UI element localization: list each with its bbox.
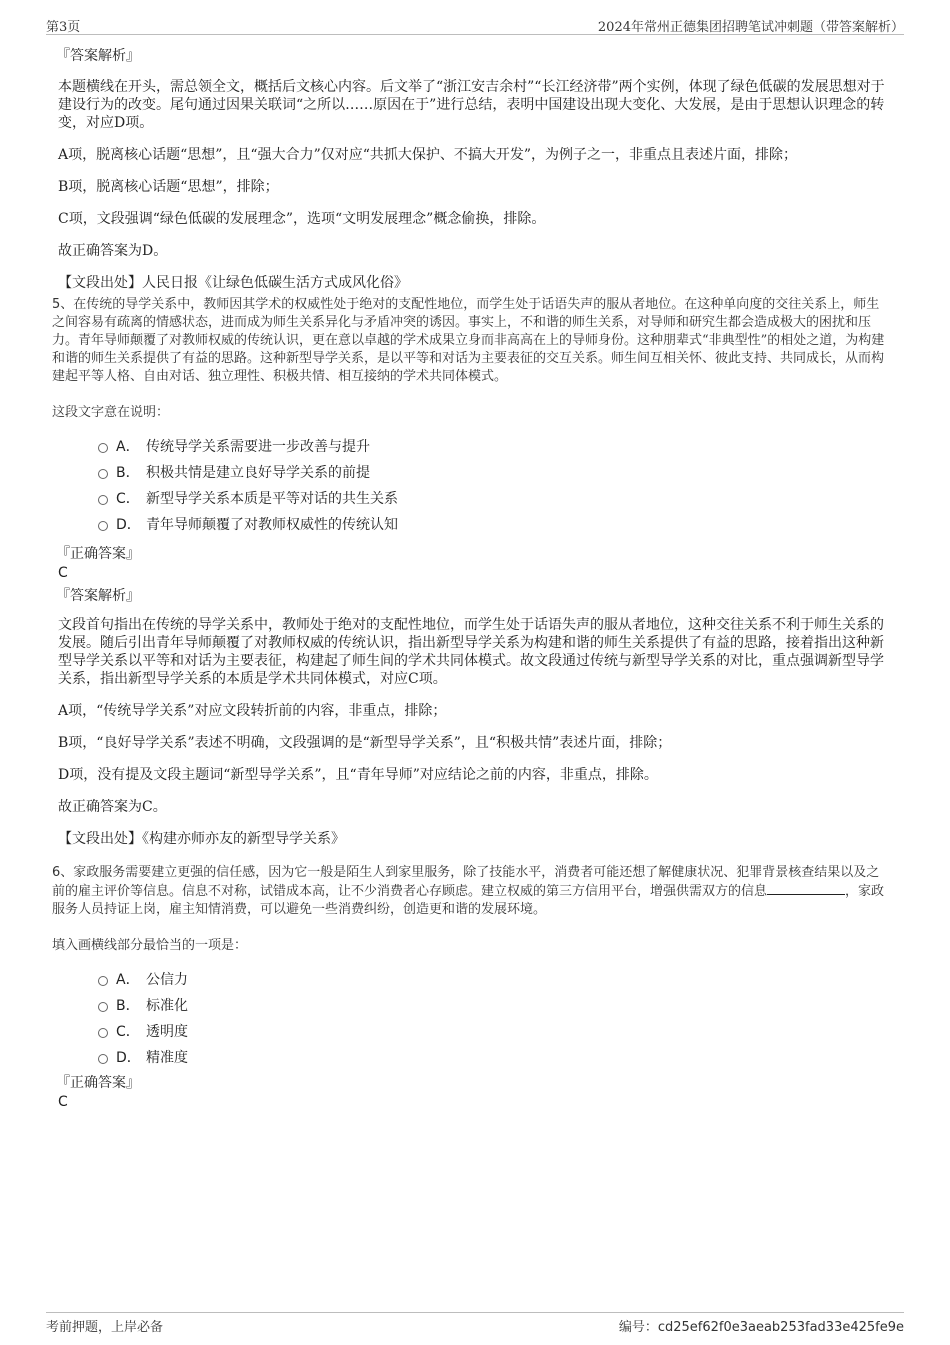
correct-answer: C [58, 1094, 68, 1110]
analysis-conclusion: 故正确答案为C。 [58, 799, 167, 815]
page-number: 第3页 [46, 20, 81, 35]
option-d[interactable]: D． 青年导师颠覆了对教师权威性的传统认知 [96, 512, 890, 538]
option-c[interactable]: C． 透明度 [96, 1019, 890, 1045]
analysis-paragraph: 本题横线在开头，需总领全文，概括后文核心内容。后文举了“浙江安吉余村”“长江经济带”两个实例，体现了绿色低碳的发展思想对于建设行为的改变。尾句通过因果关联词“之所以……原因在于”进行总结，表明中国建设出现大变化、大发展，是由于思想认识理念的转变，对应D项。 [58, 79, 885, 131]
question-5-options [96, 434, 890, 538]
question-5-stem: 5、在传统的导学关系中，教师因其学术的权威性处于绝对的支配性地位，而学生处于话语失声的服从者地位。在这种单向度的交往关系上，师生之间容易有疏离的情感状态，进而成为师生关系异化与矛盾冲突的诱因。事实上，不和谐的师生关系，对导师和研究生都会造成极大的困扰和压力。青年导师颠覆了对教师权威的传统认识，更在意以卓越的学术成果立身而非高高在上的导师身份。这种朋辈式“非典型性”的相处之道，为构建和谐的师生关系提供了有益的思路。这种新型导学关系，是以平等和对话为主要表征的交互关系。师生间互相关怀、彼此支持、共同成长，从而构建起平等人格、自由对话、独立理性、积极共情、相互接纳的学术共同体模式。 [52, 297, 885, 384]
page-footer [46, 1312, 904, 1335]
correct-answer: C [58, 565, 68, 581]
correct-answer-label: 『正确答案』 [56, 1075, 140, 1091]
radio-icon[interactable] [98, 976, 108, 986]
analysis-label: 『答案解析』 [56, 588, 140, 604]
radio-icon[interactable] [98, 1054, 108, 1064]
question-5-prompt: 这段文字意在说明： [52, 405, 170, 420]
radio-icon[interactable] [98, 1028, 108, 1038]
analysis-option-a: A项，脱离核心话题“思想”，且“强大合力”仅对应“共抓大保护、不搞大开发”，为例子之一，非重点且表述片面，排除； [58, 147, 798, 163]
footer-slogan: 考前押题，上岸必备 [46, 1320, 164, 1335]
analysis-option-d: D项，没有提及文段主题词“新型导学关系”，且“青年导师”对应结论之前的内容，非重点，排除。 [58, 767, 658, 783]
option-d[interactable]: D． 精准度 [96, 1045, 890, 1071]
radio-icon[interactable] [98, 443, 108, 453]
analysis-option-b: B项，“良好导学关系”表述不明确，文段强调的是“新型导学关系”，且“积极共情”表述片面，排除； [58, 735, 672, 751]
radio-icon[interactable] [98, 495, 108, 505]
analysis-paragraph: 文段首句指出在传统的导学关系中，教师处于绝对的支配性地位，而学生处于话语失声的服从者地位，这种交往关系不利于师生关系的发展。随后引出青年导师颠覆了对教师权威的传统认识，指出新型导学关系为构建和谐的师生关系提供了有益的思路，接着指出这种新型导学关系以平等和对话为主要表征，构建起了师生间的学术共同体模式。故文段通过传统与新型导学关系的对比，重点强调新型导学关系，指出新型导学关系的本质是学术共同体模式，对应C项。 [58, 617, 884, 687]
radio-icon[interactable] [98, 1002, 108, 1012]
question-5-number: 5、 [52, 297, 74, 312]
document-title: 2024年常州正德集团招聘笔试冲刺题（带答案解析） [597, 20, 904, 35]
option-b[interactable]: B． 积极共情是建立良好导学关系的前提 [96, 460, 890, 486]
correct-answer-label: 『正确答案』 [56, 546, 140, 562]
option-a[interactable]: A． 传统导学关系需要进一步改善与提升 [96, 434, 890, 460]
radio-icon[interactable] [98, 469, 108, 479]
radio-icon[interactable] [98, 521, 108, 531]
analysis-option-c: C项，文段强调“绿色低碳的发展理念”，选项“文明发展理念”概念偷换，排除。 [58, 211, 546, 227]
fill-blank [767, 882, 845, 895]
analysis-conclusion: 故正确答案为D。 [58, 243, 168, 259]
document-code: 编号：cd25ef62f0e3aeab253fad33e425fe9e [618, 1320, 904, 1335]
option-b[interactable]: B． 标准化 [96, 993, 890, 1019]
document-body [52, 46, 890, 1115]
analysis-label: 『答案解析』 [56, 48, 140, 64]
option-a[interactable]: A． 公信力 [96, 967, 890, 993]
analysis-option-b: B项，脱离核心话题“思想”，排除； [58, 179, 279, 195]
question-6-number: 6、 [52, 865, 74, 880]
option-c[interactable]: C． 新型导学关系本质是平等对话的共生关系 [96, 486, 890, 512]
question-6-options [96, 967, 890, 1071]
question-6-prompt: 填入画横线部分最恰当的一项是： [52, 938, 248, 953]
page-header [46, 14, 904, 35]
passage-source: 【文段出处】《构建亦师亦友的新型导学关系》 [58, 831, 345, 847]
passage-source: 【文段出处】人民日报《让绿色低碳生活方式成风化俗》 [58, 275, 408, 291]
analysis-option-a: A项，“传统导学关系”对应文段转折前的内容，非重点，排除； [58, 703, 447, 719]
question-6-stem: 6、家政服务需要建立更强的信任感，因为它一般是陌生人到家里服务，除了技能水平，消费者可能还想了解健康状况、犯罪背景核查结果以及之前的雇主评价等信息。信息不对称，试错成本高，让不少消费者心存顾虑。建立权威的第三方信用平台，增强供需双方的信息 ，家政服务人员持证上岗，雇主知情消费，可以避免一些消费纠纷，创造更和谐的发展环境。 [52, 865, 885, 917]
